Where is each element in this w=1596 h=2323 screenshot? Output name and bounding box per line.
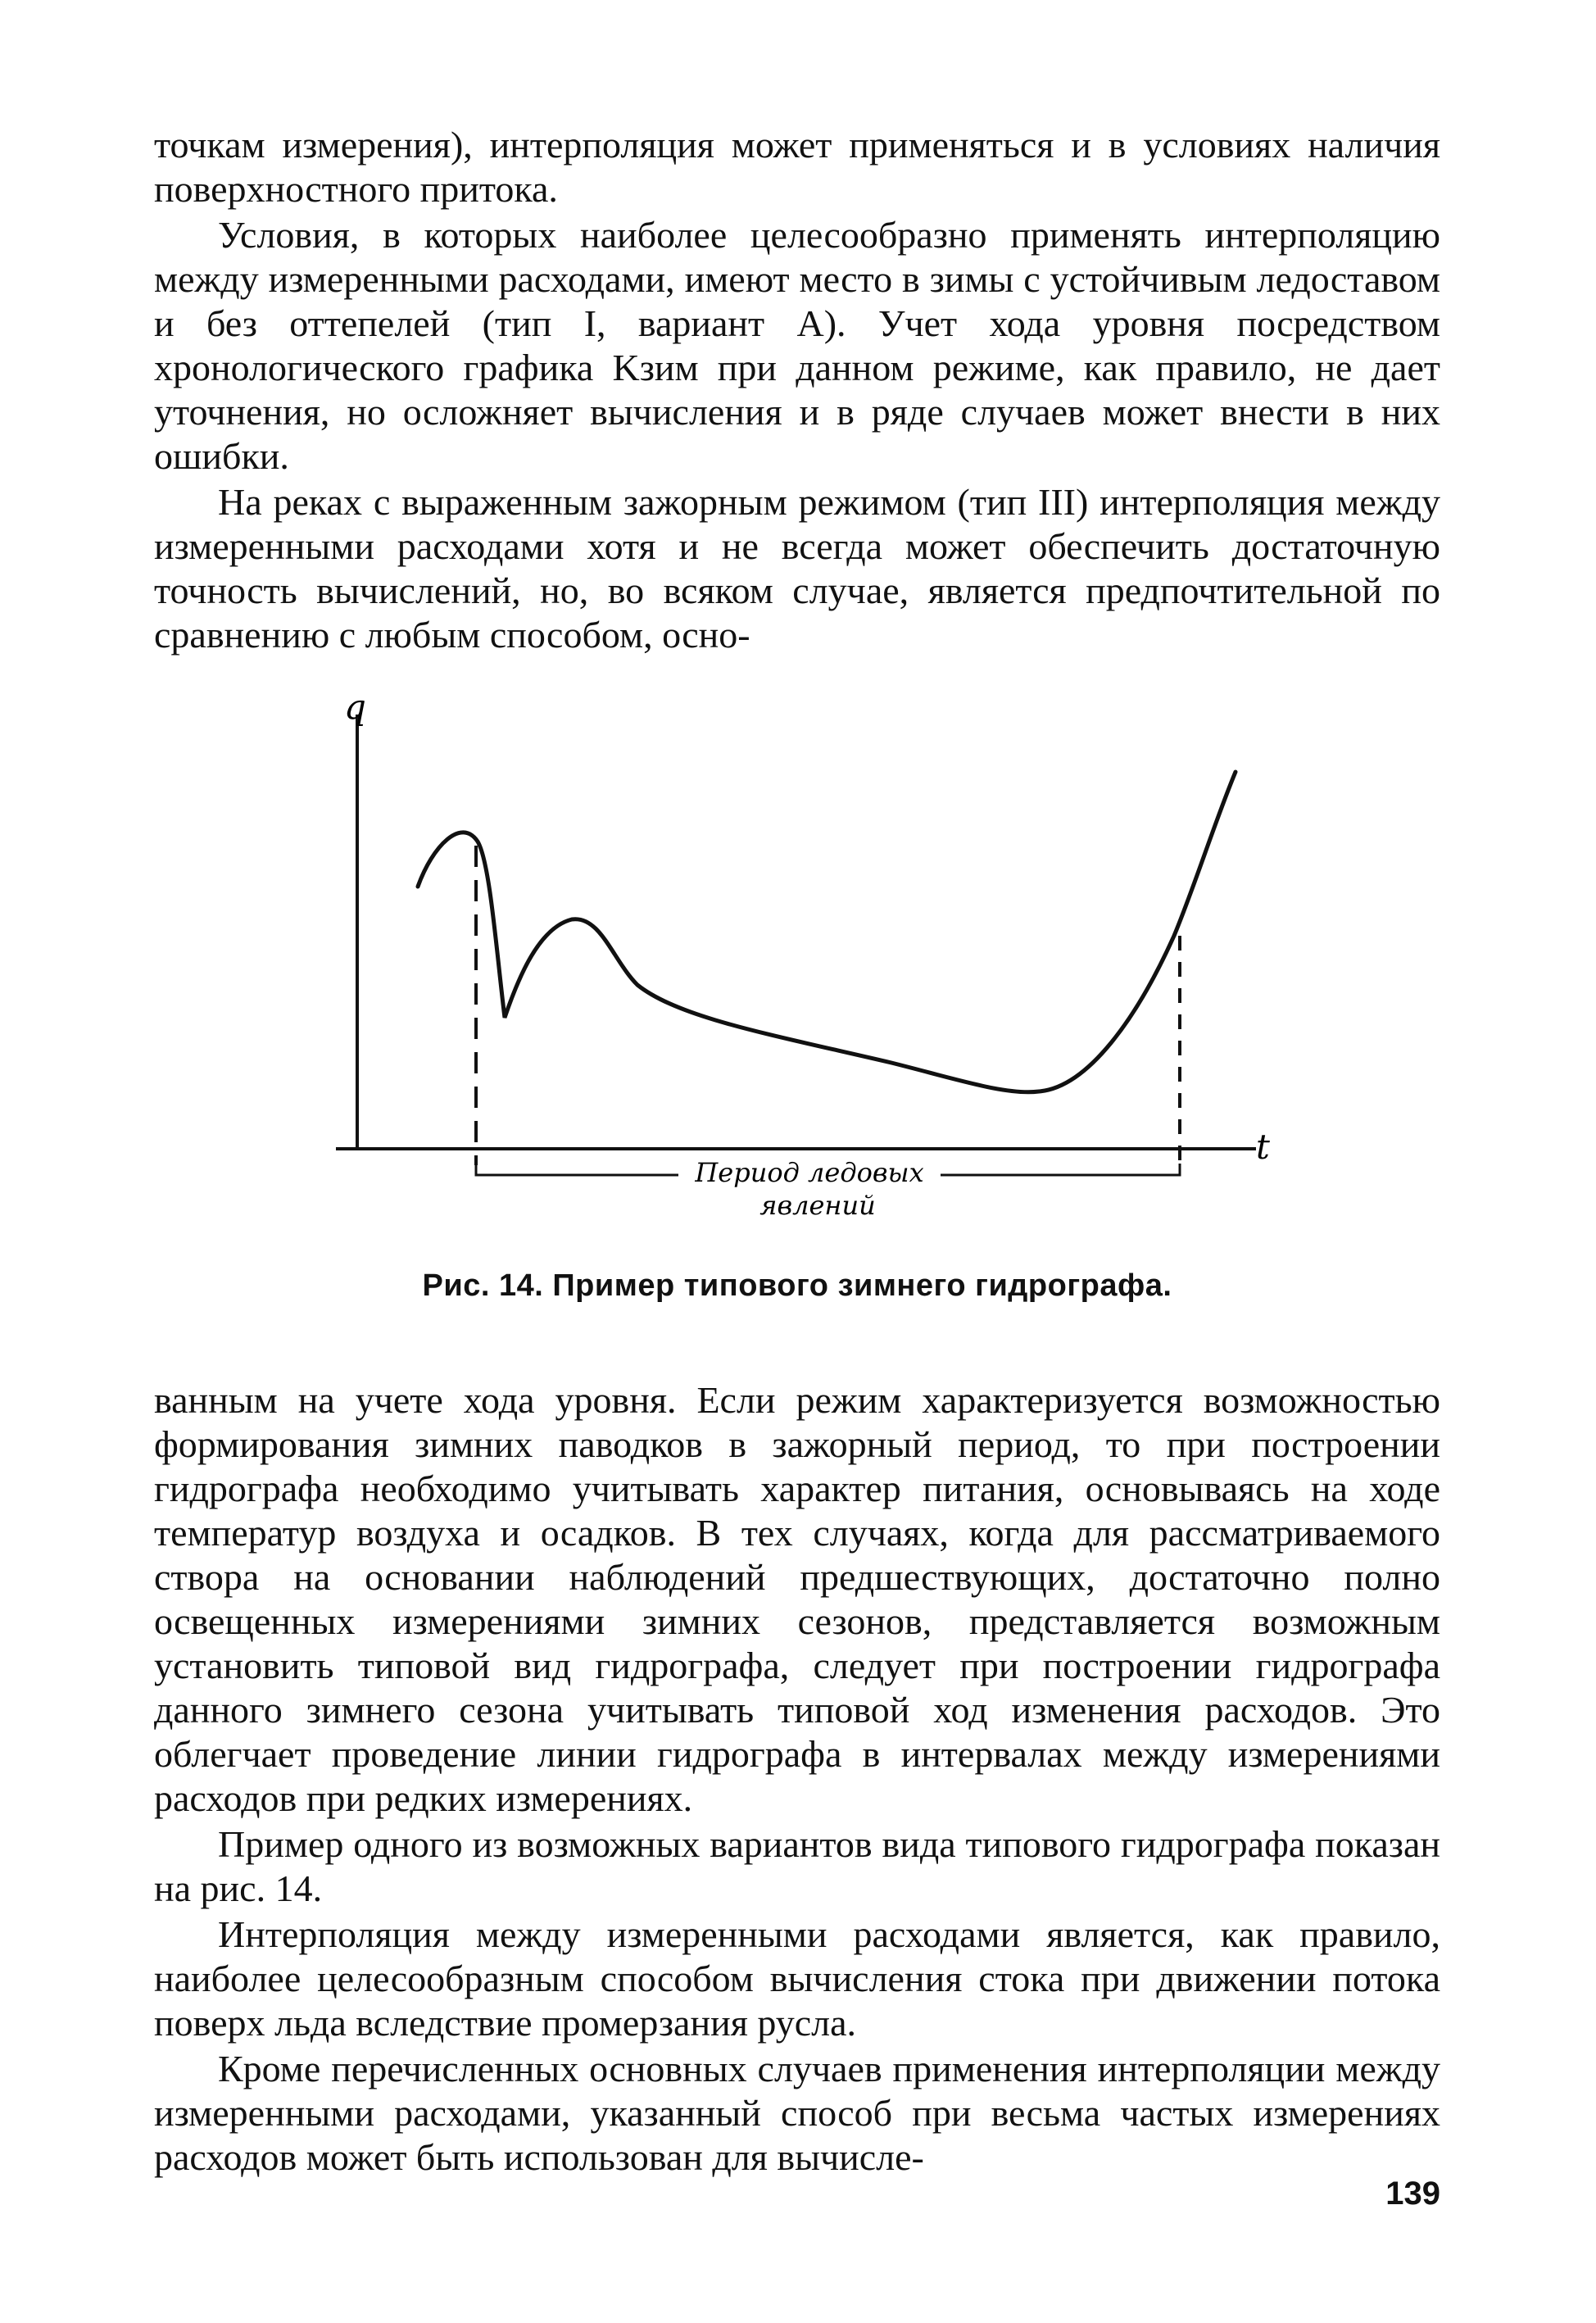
paragraph-2: Условия, в которых наиболее целесообразно применять интерполяцию между измеренными расходами, имеют место в зимы с устойчивым ледоставом и без оттепелей (тип I, вариант А). Учет хода уровня посредством хронологического графика Kзим при данном режиме, как правило, не дает уточнения, но осложняет вычисления и в ряде случаев может внести в них ошибки. (154, 214, 1440, 477)
paragraph-4: ванным на учете хода уровня. Если режим характеризуется возможностью формирования зимних паводков в зажорный период, то при построении гидрографа необходимо учитывать характер питания, основываясь на ходе температур воздуха и осадков. В тех случаях, когда для рассматриваемого створа на основании наблюдений предшествующих, достаточно полно освещенных измерениями зимних сезонов, представляется возможным установить типовой вид гидрографа, следует при построении гидрографа данного зимнего сезона учитывать типовой ход изменения расходов. Это облегчает проведение линии гидрографа в интервалах между измерениями расходов при редких измерениях. (154, 1379, 1440, 1819)
period-label-line2: явлений (759, 1190, 876, 1221)
paragraph-3: На реках с выраженным зажорным режимом (тип III) интерполяция между измеренными расходами хотя и не всегда может обеспечить достаточную точность вычислений, но, во всяком случае, является предпочтительной по сравнению с любым способом, осно- (154, 481, 1440, 656)
figure-hydrograph (154, 690, 1440, 1321)
page-number: 139 (1385, 2176, 1440, 2212)
figure-caption: Рис. 14. Пример типового зимнего гидрографа. (422, 1268, 1172, 1303)
hydrograph-curve (418, 772, 1236, 1092)
period-bracket-right-end (1168, 1164, 1180, 1175)
page-body (154, 123, 1440, 2180)
paragraph-7: Кроме перечисленных основных случаев применения интерполяции между измеренными расходами, указанный способ при весьма частых измерениях расходов может быть использован для вычисле- (154, 2048, 1440, 2178)
hydrograph-svg (154, 690, 1440, 1247)
period-bracket-left-end (476, 1164, 488, 1175)
paragraph-6: Интерполяция между измеренными расходами является, как правило, наиболее целесообразным способом вычисления стока при движении потока поверх льда вследствие промерзания русла. (154, 1913, 1440, 2044)
x-axis-label: t (1256, 1127, 1270, 1167)
paragraph-1: точкам измерения), интерполяция может применяться и в условиях наличия поверхностного притока. (154, 124, 1440, 210)
paragraph-5: Пример одного из возможных вариантов вида типового гидрографа показан на рис. 14. (154, 1823, 1440, 1909)
y-axis-label: q (344, 690, 366, 727)
period-label-line1: Период ледовых (695, 1157, 924, 1188)
